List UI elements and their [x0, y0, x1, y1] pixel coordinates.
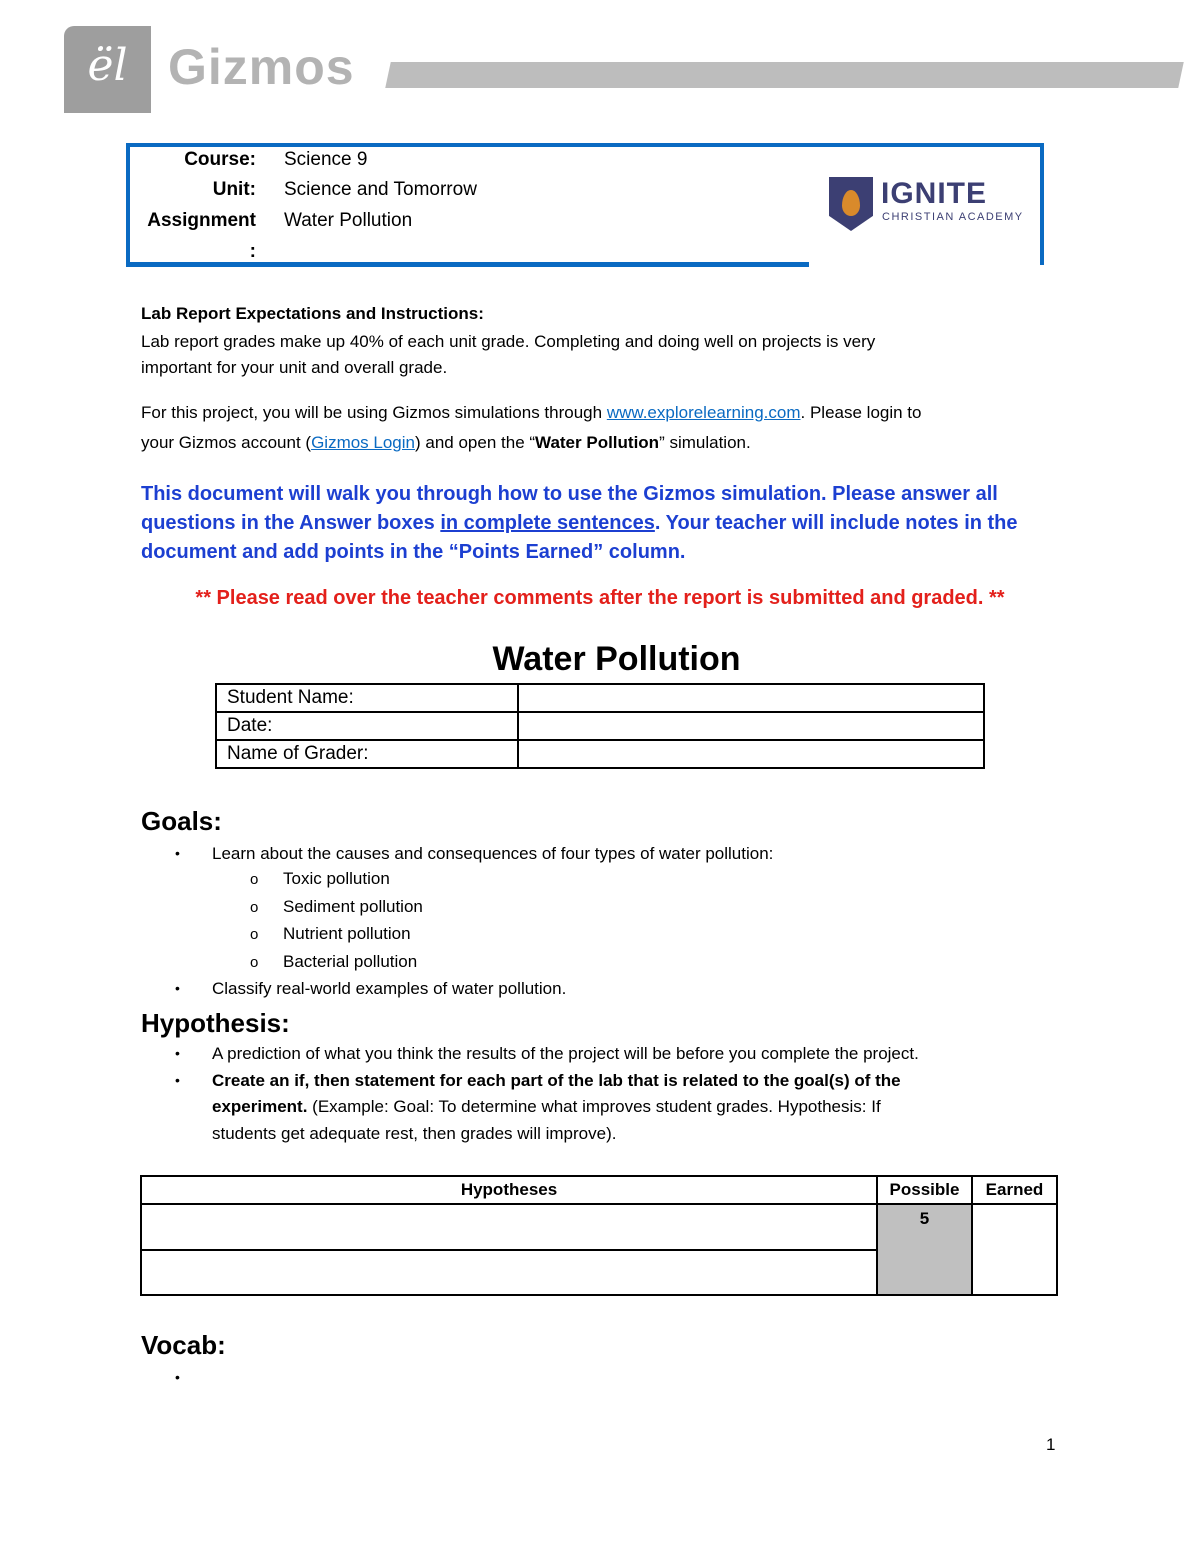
page-number: 1: [1046, 1435, 1056, 1454]
earned-header: Earned: [985, 1180, 1044, 1199]
vocab-heading: Vocab:: [141, 1330, 226, 1360]
table-row: [216, 684, 984, 712]
instructions-heading: Lab Report Expectations and Instructions:: [141, 304, 484, 323]
goals-heading: Goals:: [141, 806, 222, 836]
blue-line2-b: . Your teacher will include notes in the: [654, 512, 1018, 534]
blue-line2-underlined: in complete sentences: [440, 512, 655, 534]
grader-label: Name of Grader:: [216, 740, 518, 768]
gizmos-login-link[interactable]: Gizmos Login: [311, 433, 415, 452]
table-row: [216, 740, 984, 768]
goals-sub-1: Toxic pollution: [283, 869, 390, 888]
sub-bullet-icon: o: [250, 871, 259, 888]
header-bar: [385, 62, 1184, 88]
hypothesis-item-2-line3: students get adequate rest, then grades will improve).: [212, 1124, 617, 1143]
hypothesis-item-2-bold: experiment.: [212, 1097, 308, 1116]
logo-mark: ël: [87, 40, 128, 91]
flame-icon: [842, 190, 860, 216]
course-value: Science 9: [284, 149, 368, 170]
table-divider: [140, 1203, 1058, 1205]
instructions-para2-line2: [141, 430, 751, 456]
sub-bullet-icon: o: [250, 954, 259, 971]
possible-points: 5: [919, 1209, 930, 1228]
course-label: Course:: [184, 149, 256, 170]
red-note: ** Please read over the teacher comments after the report is submitted and graded. **: [195, 587, 1005, 609]
goals-item-1: Learn about the causes and consequences of four types of water pollution:: [212, 844, 774, 863]
student-name-field[interactable]: [518, 684, 984, 712]
goals-sub-3: Nutrient pollution: [283, 924, 411, 943]
sub-bullet-icon: o: [250, 899, 259, 916]
para2-text-e: ” simulation.: [659, 433, 751, 452]
hypothesis-item-2-line2: [212, 1097, 881, 1117]
bullet-icon: •: [175, 1369, 180, 1385]
assignment-value: Water Pollution: [284, 210, 413, 231]
assignment-colon: :: [249, 241, 256, 262]
hypothesis-item-1: A prediction of what you think the results of the project will be before you complete the project.: [212, 1044, 919, 1063]
hypotheses-header: Hypotheses: [460, 1180, 558, 1199]
school-name: IGNITE: [881, 177, 988, 210]
bullet-icon: •: [175, 1045, 180, 1061]
instructions-para1-line1: Lab report grades make up 40% of each unit grade. Completing and doing well on projects is very: [141, 332, 876, 351]
unit-label: Unit:: [212, 179, 256, 200]
hypothesis-heading: Hypothesis:: [141, 1008, 290, 1038]
date-label: Date:: [216, 712, 518, 740]
hypothesis-answer-2[interactable]: [144, 1253, 874, 1293]
grader-field[interactable]: [518, 740, 984, 768]
document-title: Water Pollution: [492, 640, 741, 678]
explorelearning-link[interactable]: www.explorelearning.com: [606, 403, 801, 422]
blue-note-line3: document and add points in the “Points Earned” column.: [141, 541, 686, 563]
goals-sub-2: Sediment pollution: [283, 897, 423, 916]
bullet-icon: •: [175, 980, 180, 996]
unit-value: Science and Tomorrow: [284, 179, 477, 200]
assignment-label: Assignment: [147, 210, 256, 231]
table-row: [216, 712, 984, 740]
instructions-para2-line1: [141, 400, 921, 426]
blue-note-line1: This document will walk you through how to use the Gizmos simulation. Please answer all: [141, 483, 998, 505]
hypothesis-answer-1[interactable]: [144, 1207, 874, 1247]
hypothesis-item-2-rest: (Example: Goal: To determine what improves student grades. Hypothesis: If: [307, 1097, 881, 1116]
school-subtitle: CHRISTIAN ACADEMY: [882, 211, 1024, 223]
para2-text-a: For this project, you will be using Gizmos simulations through: [141, 403, 607, 422]
possible-header: Possible: [889, 1180, 960, 1199]
student-info-table: [215, 683, 985, 769]
sub-bullet-icon: o: [250, 926, 259, 943]
goals-item-2: Classify real-world examples of water pollution.: [212, 979, 567, 998]
simulation-name: Water Pollution: [535, 433, 660, 452]
earned-points-field[interactable]: [975, 1207, 1055, 1293]
bullet-icon: •: [175, 845, 180, 861]
goals-sub-4: Bacterial pollution: [283, 952, 418, 971]
date-field[interactable]: [518, 712, 984, 740]
table-divider: [142, 1249, 876, 1251]
brand-name: Gizmos: [168, 39, 355, 95]
blue-note-line2: [141, 509, 1018, 538]
hypothesis-item-2-line1: Create an if, then statement for each part of the lab that is related to the goal(s) of the: [212, 1071, 901, 1090]
blue-line2-a: questions in the Answer boxes: [141, 512, 441, 534]
para2-text-c: your Gizmos account (: [141, 433, 312, 452]
bullet-icon: •: [175, 1072, 180, 1088]
para2-text-d: ) and open the “: [415, 433, 536, 452]
instructions-para1-line2: important for your unit and overall grade.: [141, 358, 448, 377]
student-name-label: Student Name:: [216, 684, 518, 712]
para2-text-b: . Please login to: [800, 403, 922, 422]
